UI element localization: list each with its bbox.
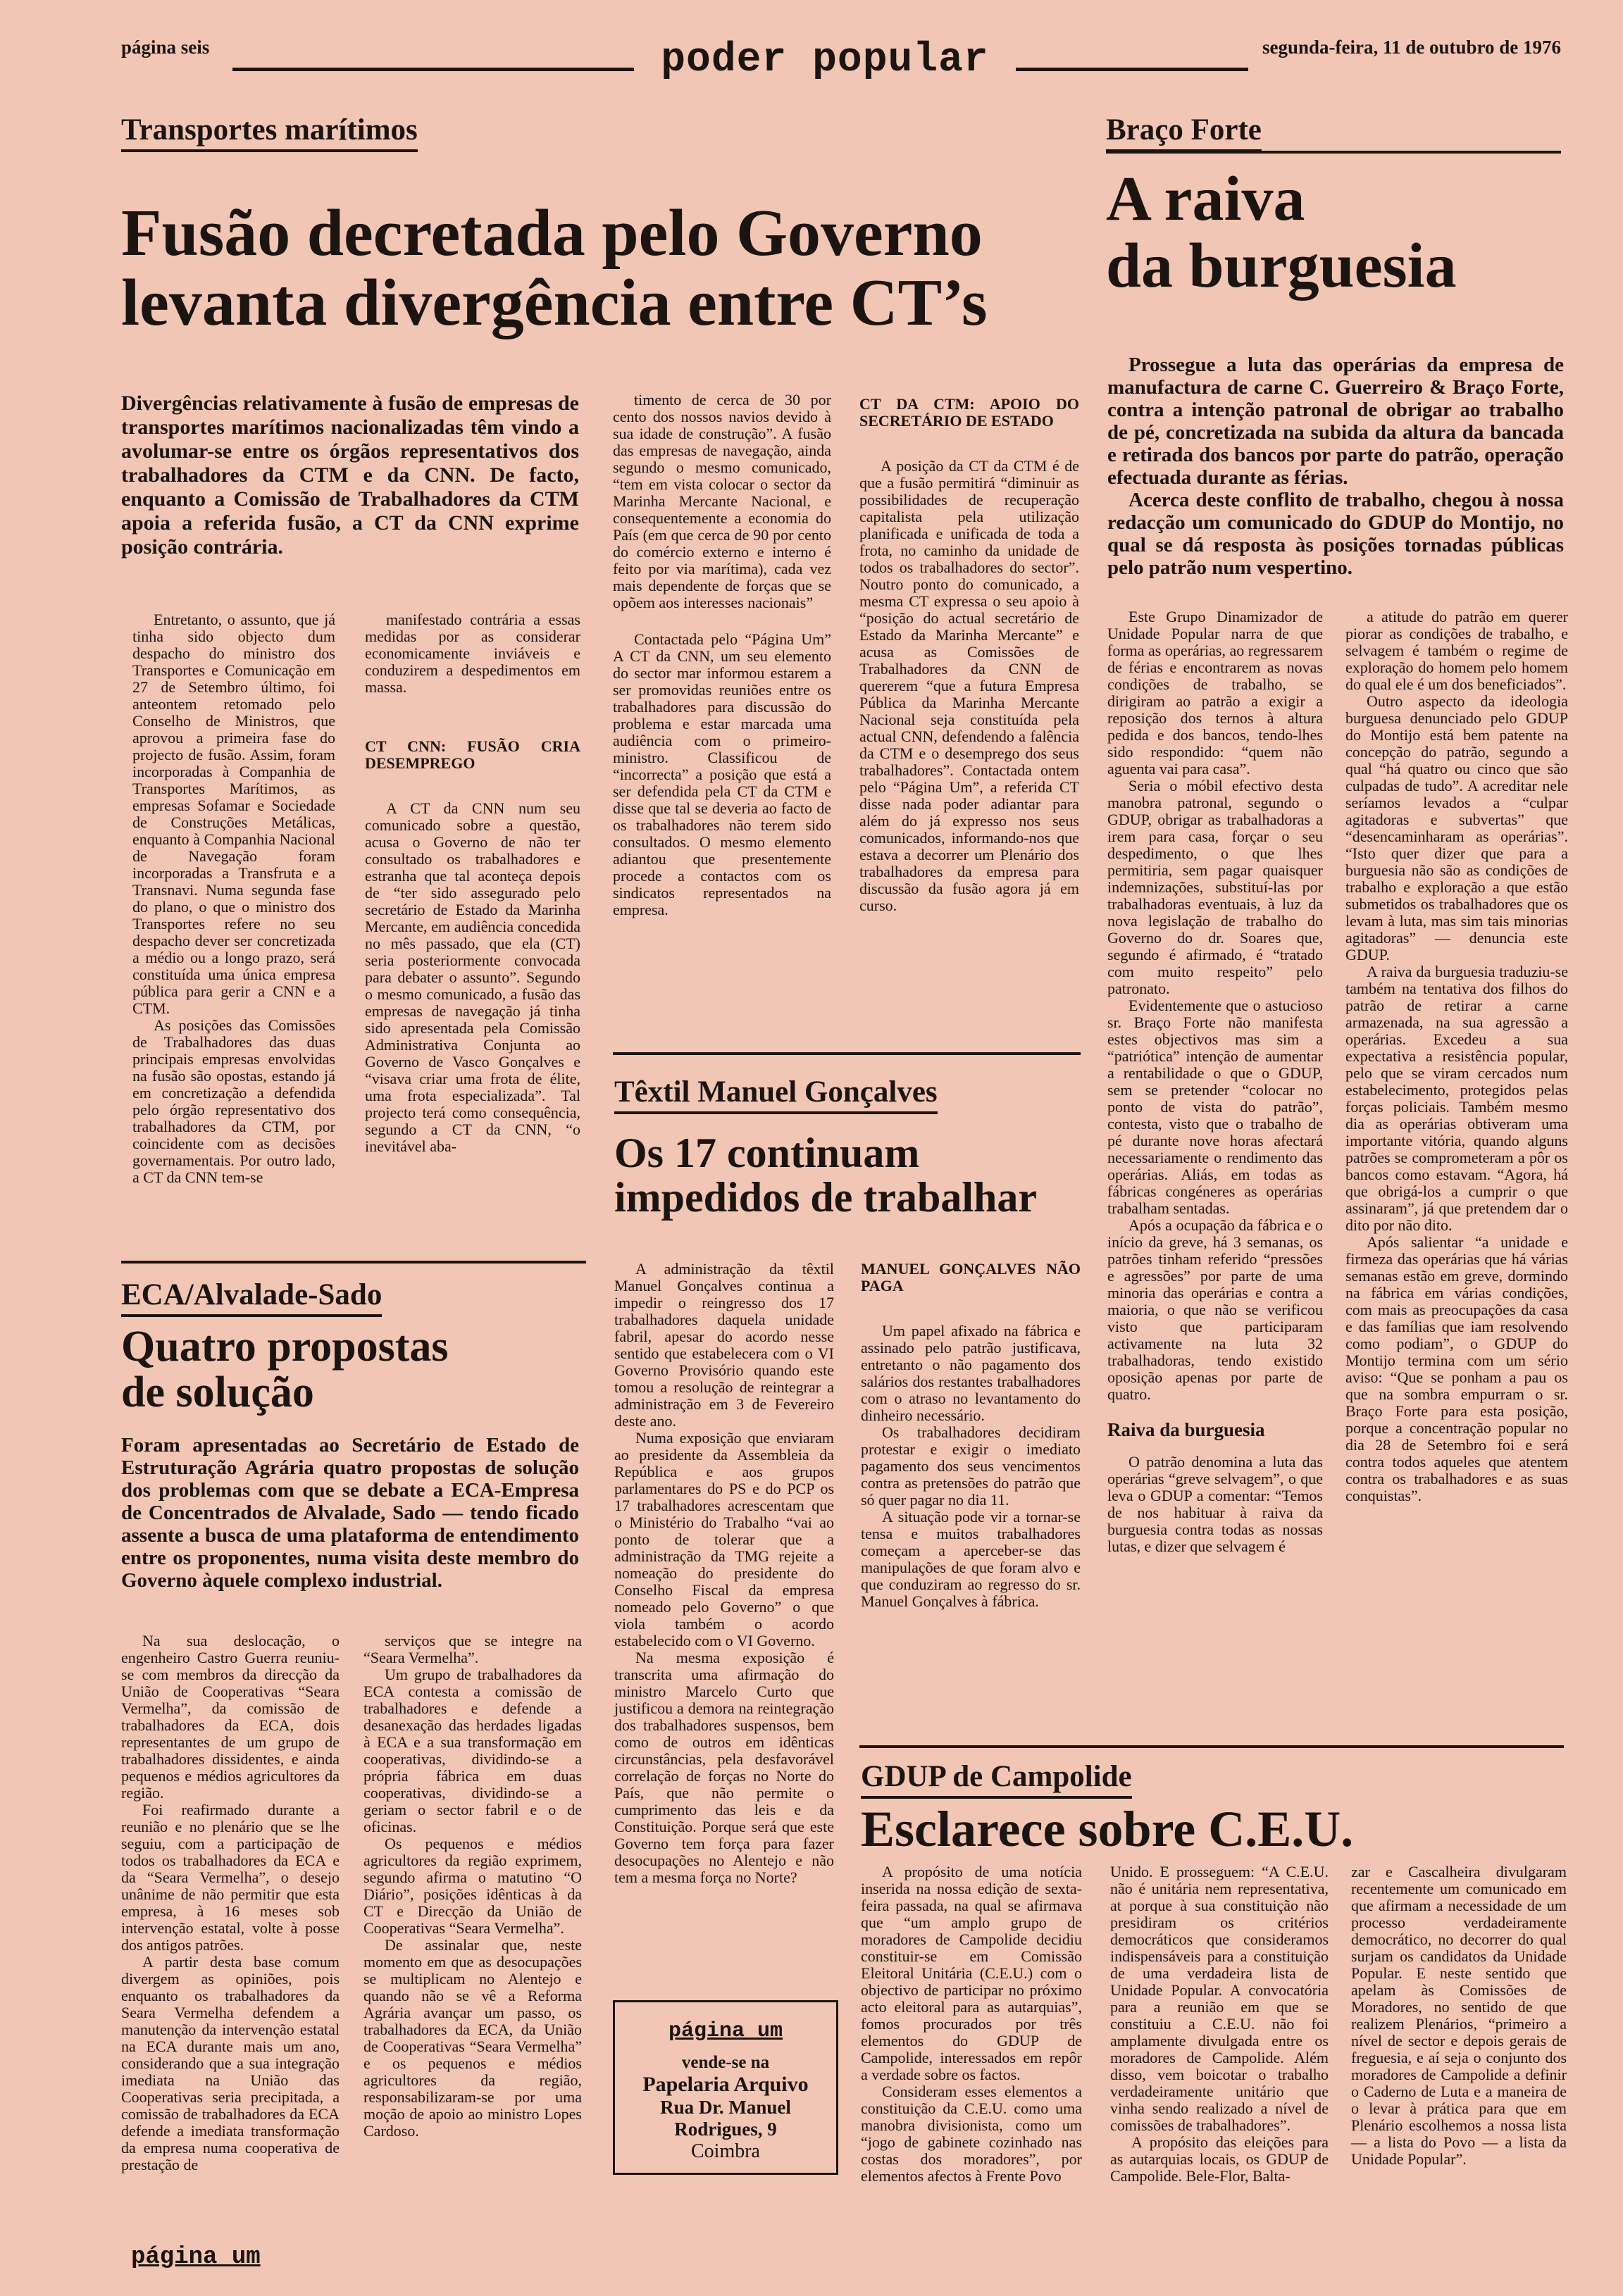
- transportes-kicker: Transportes marítimos: [121, 113, 418, 148]
- eca-rule: [121, 1261, 586, 1264]
- gdup-headline: Esclarece sobre C.E.U.: [861, 1801, 1354, 1857]
- textil-col1: A administração da têxtil Manuel Gonçalves continua a impedir o reingresso dos 17 trabalhadores daquela unidade fabril, apesar do acordo nesse sentido que estabelecera com o VI Governo Provisório quando este tomou a resolução de reintegrar a administração em 3 de Fevereiro deste ano. Numa exposição que enviaram ao presidente da Assembleia da República e aos grupos parlamentares do PS e do PCP os 17 trabalhadores acrescentam que o Ministério do Trabalho “vai ao ponto de tolerar que a administração da TMG rejeite a nomeação do presidente do Conselho Fiscal da empresa nomeado pelo Governo” o que viola também o acordo estabelecido com o VI Governo. Na mesma exposição é transcrita uma afirmação do ministro Marcelo Curto que justificou a demora na reintegração dos trabalhadores suspensos, bem como de outros em idênticas circunstâncias, pela desfavorável correlação de forças no Norte do País, que não permite o cumprimento das leis e da Constituição. Porque será que este Governo tem força para fazer desocupações no Alentejo e não tem a mesma força no Norte?: [614, 1260, 834, 1886]
- newspaper-title: poder popular: [661, 37, 989, 83]
- gdup-col1: A propósito de uma notícia inserida na nossa edição de sexta-feira passada, na qual se afirmava que “um amplo grupo de moradores de Campolide decidiu constituir-se em Comissão Eleitoral Unitária (C.E.U.) com o objectivo de participar no próximo acto eleitoral para as autarquias”, fomos procurados por três elementos do GDUP de Campolide, interessados em repôr a verdade sobre os factos. Consideram esses elementos a constituição da C.E.U. como uma manobra divisionista, como um “jogo de gabinete cozinhado nas costas dos moradores”, por elementos afectos à Frente Povo: [861, 1863, 1082, 2185]
- transportes-col1: Entretanto, o assunto, que já tinha sido objecto dum despacho do ministro dos Transportes e Comunicação em 27 de Setembro último, foi anteontem retomado pelo Conselho de Ministros, que aprovou a primeira fase do projecto de fusão. Assim, foram incorporadas à Companhia de Transportes Marítimos, as empresas Sofamar e Sociedade de Construções Metálicas, enquanto à Companhia Nacional de Navegação foram incorporadas a Transfruta e a Transnavi. Numa segunda fase do plano, o que o ministro dos Transportes refere no seu despacho dever ser concretizada a médio ou a longo prazo, será constituída uma única empresa pública para gerir a CNN e a CTM. As posições das Comissões de Trabalhadores das duas principais empresas envolvidas na fusão são opostas, estando já em concretização a defendida pelo órgão representativo dos trabalhadores da CTM, por coincidente com as decisões governamentais. Por outro lado, a CT da CNN tem-se: [132, 611, 335, 1186]
- footer-logo: página um: [131, 2244, 261, 2271]
- masthead-rule-left: [232, 68, 634, 71]
- braco-forte-kicker: Braço Forte: [1106, 113, 1262, 148]
- masthead-rule-right: [1016, 68, 1248, 71]
- page-number: página seis: [121, 37, 210, 58]
- braco-forte-rule: [1106, 151, 1561, 154]
- gdup-kicker: GDUP de Campolide: [861, 1759, 1132, 1795]
- transportes-subhead-cnn: CT CNN: FUSÃO CRIA DESEMPREGO: [365, 737, 580, 772]
- textil-kicker: Têxtil Manuel Gonçalves: [614, 1075, 938, 1110]
- braco-forte-subhead: Raiva da burguesia: [1107, 1419, 1265, 1440]
- transportes-col3: timento de cerca de 30 por cento dos nossos navios devido à sua idade de construção”. A fusão das empresas de navegação, ainda segundo o mesmo comunicado, “tem em vista colocar o sector da Marinha Mercante Nacional, e consequentemente a economia do País (em que cerca de 90 por cento do comércio externo e interno é feito por via marítima), cada vez mais dependente de forças que se opõem aos interesses nacionais” Contactada pelo “Página Um” A CT da CNN, um seu elemento do sector mar informou estarem a ser promovidas reuniões entre os trabalhadores para discussão do problema e estar marcada uma audiência com o primeiro-ministro. Classificou de “incorrecta” a posição que está a ser defendida pela CT da CTM e disse que tal se deveria ao facto de os trabalhadores não terem sido consultados. O mesmo elemento adiantou que presentemente procede a contactos com os sindicatos representados na empresa.: [613, 391, 831, 918]
- braco-forte-lede: Prossegue a luta das operárias da empresa de manufactura de carne C. Guerreiro & Braço Forte, contra a intenção patronal de obrigar ao trabalho de pé, concretizada na subida da altura da bancada e retirada dos bancos por parte do patrão, operação efectuada durante as férias. Acerca deste conflito de trabalho, chegou à nossa redacção um comunicado do GDUP do Montijo, no qual se dá resposta às posições tornadas públicas pelo patrão num vespertino.: [1107, 354, 1564, 579]
- eca-lede: Foram apresentadas ao Secretário de Estado de Estruturação Agrária quatro propostas de solução dos problemas com que se debate a ECA-Empresa de Concentrados de Alvalade, Sado — tendo ficado assente a busca de uma plataforma de entendimento entre os proponentes, numa visita deste membro do Governo àquele complexo industrial.: [121, 1434, 579, 1592]
- transportes-col4: CT DA CTM: APOIO DO SECRETÁRIO DE ESTADO A posição da CT da CTM é de que a fusão permitirá “diminuir as possibilidades de recuperação capitalista pela utilização planificada e unificada de toda a frota, no caminho da unidade de todos os trabalhadores do sector”. Noutro ponto do comunicado, a mesma CT expressa o seu apoio à “posição do actual secretário de Estado da Marinha Mercante” e acusa as Comissões de Trabalhadores da CNN de quererem “que a futura Empresa Pública da Marinha Mercante Nacional seja constituída pela actual CNN, defendendo a falência da CTM e o desemprego dos seus trabalhadores”. Contactada ontem pelo “Página Um”, a referida CT disse nada poder adiantar para além do já expresso nos seus comunicados, informando-nos que estava a decorrer um Plenário dos trabalhadores da empresa para discussão da fusão agora já em curso.: [859, 395, 1079, 914]
- eca-headline: Quatro propostas de solução: [121, 1323, 449, 1417]
- textil-subhead: MANUEL GONÇALVES NÃO PAGA: [861, 1260, 1081, 1294]
- textil-headline: Os 17 continuam impedidos de trabalhar: [614, 1130, 1038, 1221]
- textil-col2: MANUEL GONÇALVES NÃO PAGA Um papel afixado na fábrica e assinado pelo patrão justificava, entretanto o não pagamento dos salários dos restantes trabalhadores com o atraso no levantamento do dinheiro necessário. Os trabalhadores decidiram protestar e exigir o imediato pagamento dos seus vencimentos contra as pretensões do patrão que só quer pagar no dia 11. A situação pode vir a tornar-se tensa e muitos trabalhadores começam a aperceber-se das manipulações de que foram alvo e que conduziram ao regresso do sr. Manuel Gonçalves à fábrica.: [861, 1260, 1081, 1610]
- textil-rule: [613, 1052, 1081, 1055]
- transportes-col2: manifestado contrária a essas medidas por as considerar economicamente inviáveis e conduzirem a despedimentos em massa. CT CNN: FUSÃO CRIA DESEMPREGO A CT da CNN num seu comunicado sobre a questão, acusa o Governo de não ter consultado os trabalhadores e estranha que tal aconteça depois de “ter sido assegurado pelo secretário de Estado da Marinha Mercante, em audiência concedida no mês passado, que ela (CT) seria posteriormente convocada para debater o assunto”. Segundo o mesmo comunicado, a fusão das empresas de navegação já tinha sido apresentada pela Comissão Administrativa Conjunta ao Governo de Vasco Gonçalves e “visava criar uma frota de élite, uma frota especializada”. Tal projecto terá como consequência, segundo a CT da CNN, “o inevitável aba-: [365, 611, 580, 1155]
- transportes-subhead-ctm: CT DA CTM: APOIO DO SECRETÁRIO DE ESTADO: [859, 395, 1079, 430]
- eca-col2: serviços que se integre na “Seara Vermelha”. Um grupo de trabalhadores da ECA contesta a comissão de trabalhadores e defende a desanexação das herdades ligadas à ECA e a sua transformação em cooperativas, dividindo-se a própria fábrica em duas cooperativas, dividindo-se a geriam o sector fabril e o de oficinas. Os pequenos e médios agricultores da região exprimem, segundo afirma o matutino “O Diário”, posições idênticas à da CT e Direcção da União de Cooperativas “Seara Vermelha”. De assinalar que, neste momento em que as desocupações se multiplicam no Alentejo e quando não se vê a Reforma Agrária avançar um passo, os trabalhadores da ECA, da União de Cooperativas “Seara Vermelha” e os pequenos e médios agricultores da região, responsabilizaram-se por uma moção de apoio ao ministro Lopes Cardoso.: [363, 1632, 582, 2140]
- braco-forte-headline: A raiva da burguesia: [1106, 164, 1457, 301]
- braco-forte-col2: a atitude do patrão em querer piorar as condições de trabalho, e selvagem é também o regime de exploração do homem pelo homem do qual ele é um dos beneficiados”. Outro aspecto da ideologia burguesa denunciado pelo GDUP do Montijo está bem patente na concepção do patrão, segundo a qual “há quatro ou cinco que são culpadas de tudo”. A acreditar nele seríamos levados a “culpar agitadoras e subvertas” que “desencaminharam as operárias”. “Isto quer dizer que para a burguesia não são as condições de trabalho e exploração a que estão submetidos os trabalhadores que os levam à luta, mas sim tais minorias agitadoras” — denuncia este GDUP. A raiva da burguesia traduziu-se também na tentativa dos filhos do patrão de retirar a carne armazenada, na sua agressão a operárias. Excedeu a sua expectativa a resistência popular, pelo que se viram cercados num estabelecimento, protegidos pelas forças policiais. Também mesmo dia as operárias obtiveram uma importante vitória, quando alguns patrões se comprometeram a pôr os bancos como estavam. “Agora, há que obrigá-los a cumprir o que assinaram”, já que pretendem dar o dito por não dito. Após salientar “a unidade e firmeza das operárias que há várias semanas estão em greve, dormindo na fábrica em várias condições, com mais as preocupações da casa e das famílias que iam resolvendo como podiam”, o GDUP do Montijo termina com um sério aviso: “Que se ponham a pau os que na sombra empurram o sr. Braço Forte para esta posição, porque a concentração popular no dia 28 de Setembro foi e será contra todos aqueles que atentem contra os trabalhadores e as suas conquistas”.: [1345, 608, 1568, 1504]
- issue-date: segunda-feira, 11 de outubro de 1976: [1262, 37, 1561, 58]
- eca-kicker: ECA/Alvalade-Sado: [121, 1278, 382, 1313]
- ad-box: página um vende-se na Papelaria Arquivo Rua Dr. Manuel Rodrigues, 9 Coimbra: [613, 2000, 838, 2175]
- gdup-col3: zar e Cascalheira divulgaram recentemente um comunicado em que afirmam a necessidade de um processo verdadeiramente democrático, no decorrer do qual surjam os candidatos da Unidade Popular. E neste sentido que apelam às Comissões de Moradores, no sentido de que realizem Plenários, “primeiro a nível de sector e depois gerais de freguesia, e aí seja o conjunto dos moradores de Campolide a definir o Caderno de Luta e a maneira de o levar à prática para que em Plenário escolhemos a nossa lista — a lista do Povo — a lista da Unidade Popular”.: [1351, 1863, 1567, 2168]
- transportes-lede: Divergências relativamente à fusão de empresas de transportes marítimos nacionalizadas têm vindo a avolumar-se entre os órgãos representativos dos trabalhadores da CTM e da CNN. De facto, enquanto a Comissão de Trabalhadores da CTM apoia a referida fusão, a CT da CNN exprime posição contrária.: [121, 392, 579, 559]
- eca-col1: Na sua deslocação, o engenheiro Castro Guerra reuniu-se com membros da direcção da União de Cooperativas “Seara Vermelha”, da comissão de trabalhadores da ECA, dois representantes de um grupo de trabalhadores dissidentes, e ainda pequenos e médios agricultores da região. Foi reafirmado durante a reunião e no plenário que se lhe seguiu, com a participação de todos os trabalhadores da ECA e da “Seara Vermelha”, o desejo unânime de não permitir que esta empresa, à 16 meses sob intervenção estatal, volte à posse dos antigos patrões. A partir desta base comum divergem as opiniões, pois enquanto os trabalhadores da Seara Vermelha defendem a manutenção da intervenção estatal na ECA durante mais um ano, considerando que a sua integração imediata na União das Cooperativas seria precipitada, a comissão de trabalhadores da ECA defende a imediata transformação da empresa numa cooperativa de prestação de: [121, 1632, 340, 2173]
- gdup-rule: [859, 1745, 1564, 1748]
- gdup-col2: Unido. E prosseguem: “A C.E.U. não é unitária nem representativa, at porque à sua constituição não presidiram os critérios democráticos que consideramos indispensáveis para a constituição de uma verdadeira lista de Unidade Popular. A convocatória para a reunião em que se constituiu a C.E.U. não foi amplamente divulgada entre os moradores de Campolide. Além disso, vem boicotar o trabalho verdadeiramente unitário que vinha sendo realizado a nível de comissões de trabalhadores”. A propósito das eleições para as autarquias locais, os GDUP de Campolide. Bele-Flor, Balta-: [1110, 1863, 1329, 2185]
- transportes-headline: Fusão decretada pelo Governo levanta divergência entre CT’s: [121, 196, 988, 339]
- braco-forte-col1: Este Grupo Dinamizador de Unidade Popular narra de que forma as operárias, ao regressarem de férias e encontrarem as novas condições de trabalho, se dirigiram ao patrão a exigir a reposição dos ternos à altura pedida e dos bancos, tendo-lhes sido respondido: “quem não aguenta vai para casa”. Seria o móbil efectivo desta manobra patronal, segundo o GDUP, obrigar as trabalhadoras a irem para casa, forçar o seu despedimento, o que lhes permitiria, sem pagar quaisquer indemnizações, substituí-las por trabalhadoras eventuais, à luz da nova legislação de trabalho do Governo do dr. Soares que, segundo é afirmado, é “tratado com muito respeito” pelo patronato. Evidentemente que o astucioso sr. Braço Forte não manifesta estes objectivos mas sim a “patriótica” intenção de aumentar a rentabilidade o que o GDUP, sem se pretender “colocar no ponto de vista do patrão”, contesta, visto que o trabalho de pé durante nove horas afectará necessariamente o rendimento das operárias. Aliás, em todas as fábricas congéneres as operárias trabalham sentadas. Após a ocupação da fábrica e o início da greve, há 3 semanas, os patrões tinham referido “pressões e agressões” por parte de uma minoria das operárias e contra a maioria, o que não se verificou visto que participaram activamente na luta 32 trabalhadoras, tendo existido oposição apenas por parte de quatro. Raiva da burguesia O patrão denomina a luta das operárias “greve selvagem”, o que leva o GDUP a comentar: “Temos de nos habituar à raiva da burguesia contra todas as nossas lutas, e dizer que selvagem é: [1107, 608, 1324, 1555]
- ad-logo: página um: [668, 2019, 783, 2043]
